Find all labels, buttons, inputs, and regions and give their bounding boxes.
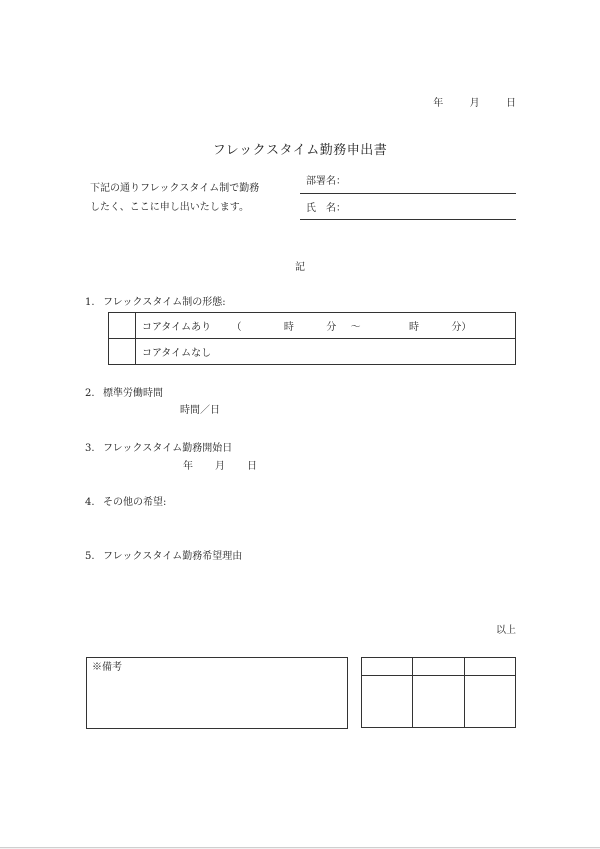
core-time-hour-1: 時 bbox=[283, 322, 294, 333]
name-field-line[interactable] bbox=[300, 219, 516, 220]
approval-header-cell-1 bbox=[362, 658, 413, 676]
start-day-label: 日 bbox=[247, 461, 257, 472]
approval-stamp-table bbox=[361, 657, 516, 728]
date-year-label: 年 bbox=[433, 98, 444, 109]
core-time-hour-2: 時 bbox=[408, 322, 419, 333]
document-title: フレックスタイム勤務申出書 bbox=[212, 143, 388, 158]
section-2-number: 2. bbox=[85, 388, 95, 399]
approval-stamp-cell-2[interactable] bbox=[413, 676, 464, 728]
date-day-label: 日 bbox=[506, 98, 516, 109]
section-1 bbox=[85, 297, 226, 309]
core-time-table bbox=[108, 312, 516, 365]
start-year-label: 年 bbox=[183, 461, 193, 472]
core-time-with-row bbox=[136, 313, 516, 339]
remarks-label: ※備考 bbox=[92, 662, 122, 673]
section-5-label: フレックスタイム勤務希望理由 bbox=[103, 551, 243, 562]
section-5 bbox=[85, 551, 242, 563]
section-3 bbox=[85, 443, 232, 455]
intro-text bbox=[90, 179, 290, 217]
section-4-label: その他の希望: bbox=[103, 497, 167, 508]
department-label: 部署名： bbox=[306, 176, 346, 187]
section-3-number: 3. bbox=[85, 443, 95, 454]
section-5-number: 5. bbox=[85, 551, 95, 562]
section-3-label: フレックスタイム勤務開始日 bbox=[103, 443, 233, 454]
core-time-without-row bbox=[136, 339, 516, 365]
application-date bbox=[433, 98, 516, 110]
core-time-paren-open: （ bbox=[231, 322, 242, 333]
department-field-line[interactable] bbox=[300, 193, 516, 194]
approval-header-cell-2 bbox=[413, 658, 464, 676]
date-month-label: 月 bbox=[469, 98, 480, 109]
name-label: 氏 名： bbox=[306, 203, 346, 214]
section-4 bbox=[85, 497, 166, 509]
hours-per-day: 時間／日 bbox=[180, 405, 220, 416]
start-date bbox=[183, 461, 257, 473]
core-time-minute-1: 分 bbox=[326, 322, 337, 333]
closing-text: 以上 bbox=[496, 625, 516, 636]
approval-stamp-cell-3[interactable] bbox=[464, 676, 515, 728]
section-2 bbox=[85, 388, 163, 400]
section-1-number: 1. bbox=[85, 297, 95, 308]
approval-header-cell-3 bbox=[464, 658, 515, 676]
intro-line-2: したく、ここに申し出いたします。 bbox=[90, 202, 249, 213]
section-1-label: フレックスタイム制の形態: bbox=[103, 297, 226, 308]
ki-heading: 記 bbox=[295, 262, 305, 273]
core-time-with-checkbox[interactable] bbox=[109, 313, 136, 339]
approval-stamp-cell-1[interactable] bbox=[362, 676, 413, 728]
start-month-label: 月 bbox=[215, 461, 225, 472]
core-time-with-label: コアタイムあり bbox=[142, 322, 212, 333]
section-2-label: 標準労働時間 bbox=[103, 388, 163, 399]
remarks-box[interactable] bbox=[86, 657, 348, 729]
intro-line-1: 下記の通りフレックスタイム制で勤務 bbox=[90, 183, 260, 194]
core-time-without-label: コアタイムなし bbox=[142, 348, 212, 359]
core-time-without-checkbox[interactable] bbox=[109, 339, 136, 365]
section-4-number: 4. bbox=[85, 497, 95, 508]
core-time-minute-2: 分） bbox=[451, 322, 472, 333]
core-time-tilde: ～ bbox=[350, 322, 361, 333]
